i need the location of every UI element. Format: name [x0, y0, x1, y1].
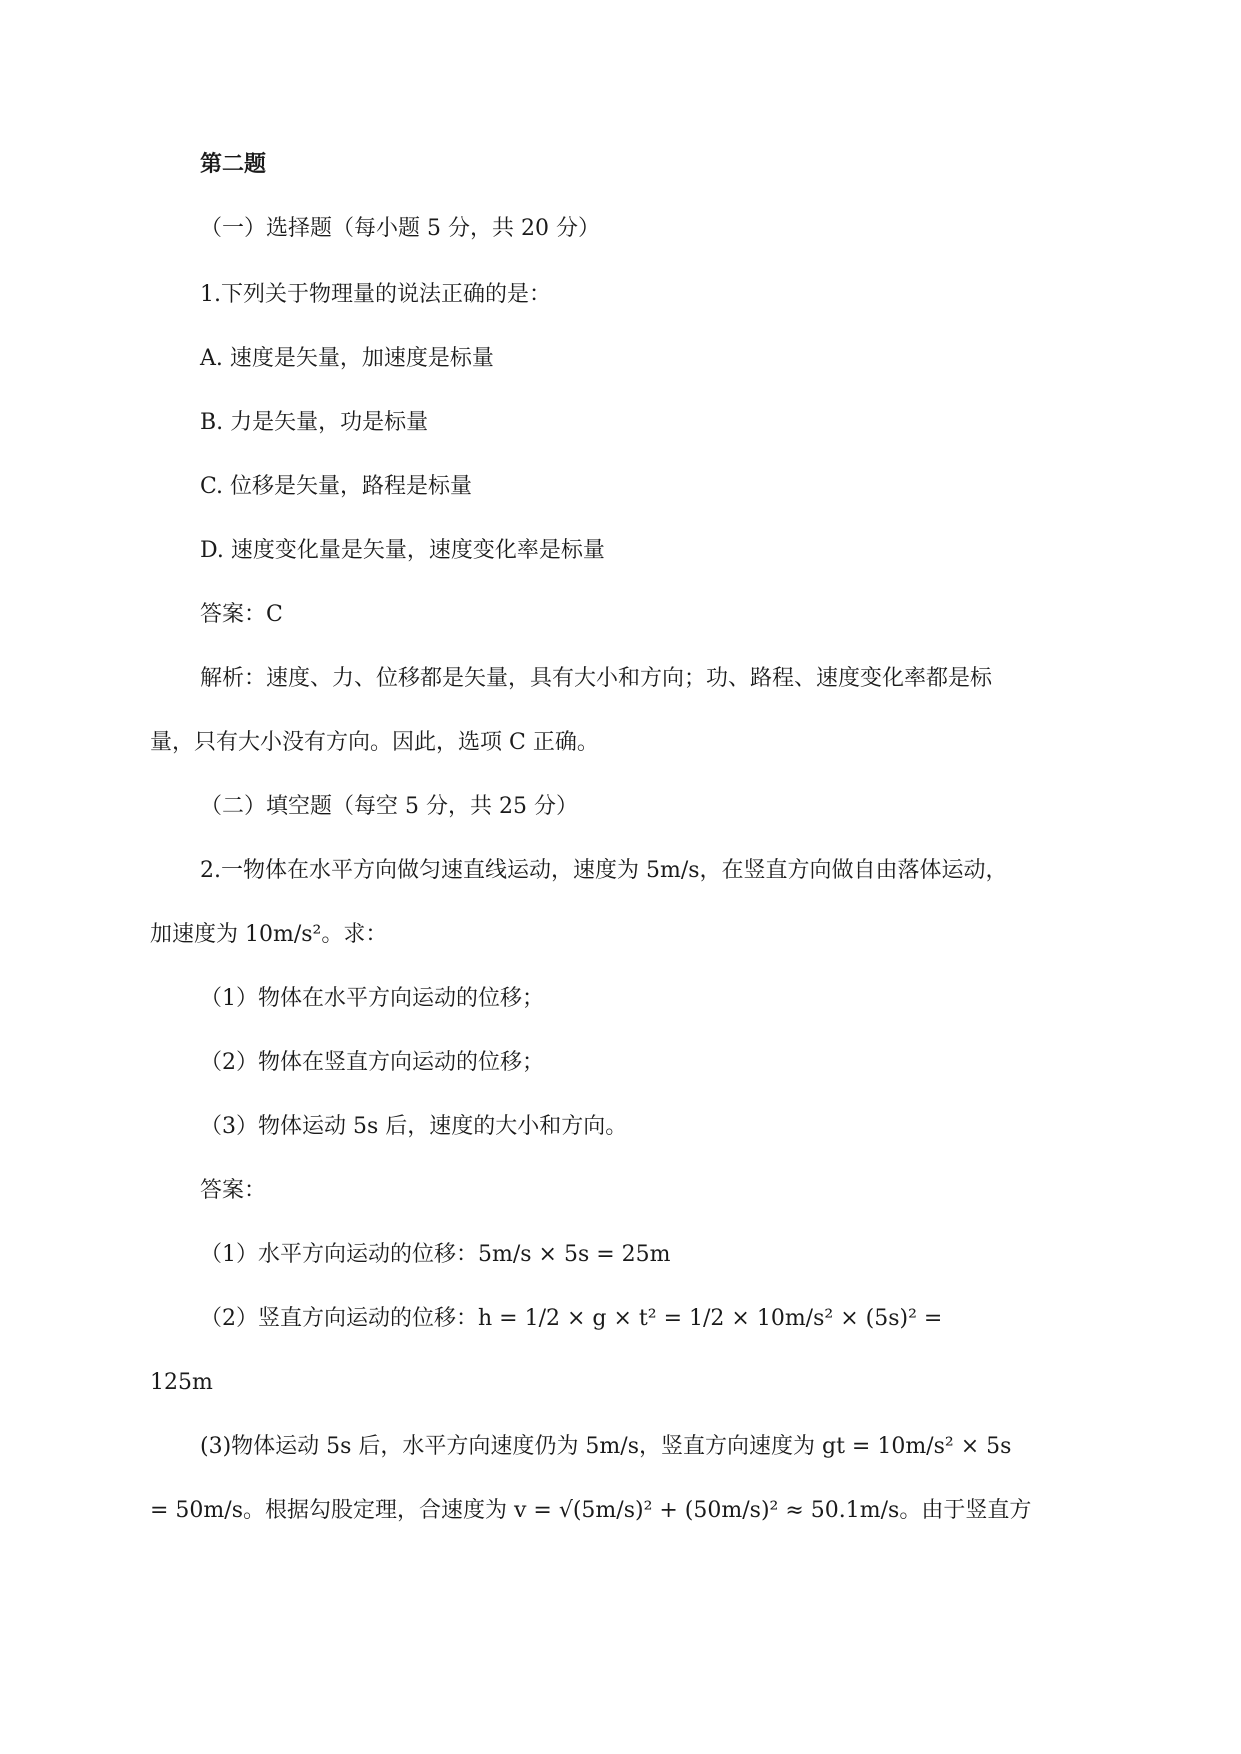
- page-heading: 第二题: [200, 152, 267, 177]
- question-1-stem: 1.下列关于物理量的说法正确的是：: [200, 282, 551, 307]
- question-2-stem-line2: 加速度为 10m/s²。求：: [150, 922, 388, 947]
- question-1-analysis-line2: 量，只有大小没有方向。因此，选项 C 正确。: [150, 730, 599, 755]
- question-1-option-a: A. 速度是矢量，加速度是标量: [200, 346, 494, 371]
- question-2-part-2: （2）物体在竖直方向运动的位移；: [200, 1050, 544, 1075]
- question-1-answer: 答案：C: [200, 602, 283, 627]
- section-title-fill-in: （二）填空题（每空 5 分，共 25 分）: [200, 794, 578, 819]
- question-1-option-c: C. 位移是矢量，路程是标量: [200, 474, 473, 499]
- question-2-part-3: （3）物体运动 5s 后，速度的大小和方向。: [200, 1114, 628, 1139]
- question-2-answer-2-line1: （2）竖直方向运动的位移：h = 1/2 × g × t² = 1/2 × 10m/s² × (5s)² =: [200, 1306, 943, 1331]
- question-2-answer-3-line2: = 50m/s。根据勾股定理，合速度为 v = √(5m/s)² + (50m/s)² ≈ 50.1m/s。由于竖直方: [150, 1498, 1032, 1523]
- question-2-answer-3-line1: (3)物体运动 5s 后，水平方向速度仍为 5m/s，竖直方向速度为 gt = 10m/s² × 5s: [200, 1434, 1012, 1459]
- question-2-answer-2-line2: 125m: [150, 1370, 213, 1395]
- question-1-analysis-line1: 解析：速度、力、位移都是矢量，具有大小和方向；功、路程、速度变化率都是标: [200, 666, 993, 691]
- question-2-answer-1: （1）水平方向运动的位移：5m/s × 5s = 25m: [200, 1242, 671, 1267]
- section-title-multiple-choice: （一）选择题（每小题 5 分，共 20 分）: [200, 216, 600, 241]
- question-2-part-1: （1）物体在水平方向运动的位移；: [200, 986, 544, 1011]
- question-1-option-d: D. 速度变化量是矢量，速度变化率是标量: [200, 538, 605, 563]
- question-1-option-b: B. 力是矢量，功是标量: [200, 410, 429, 435]
- question-2-answer-label: 答案：: [200, 1178, 267, 1203]
- question-2-stem-line1: 2.一物体在水平方向做匀速直线运动，速度为 5m/s，在竖直方向做自由落体运动，: [200, 858, 1008, 883]
